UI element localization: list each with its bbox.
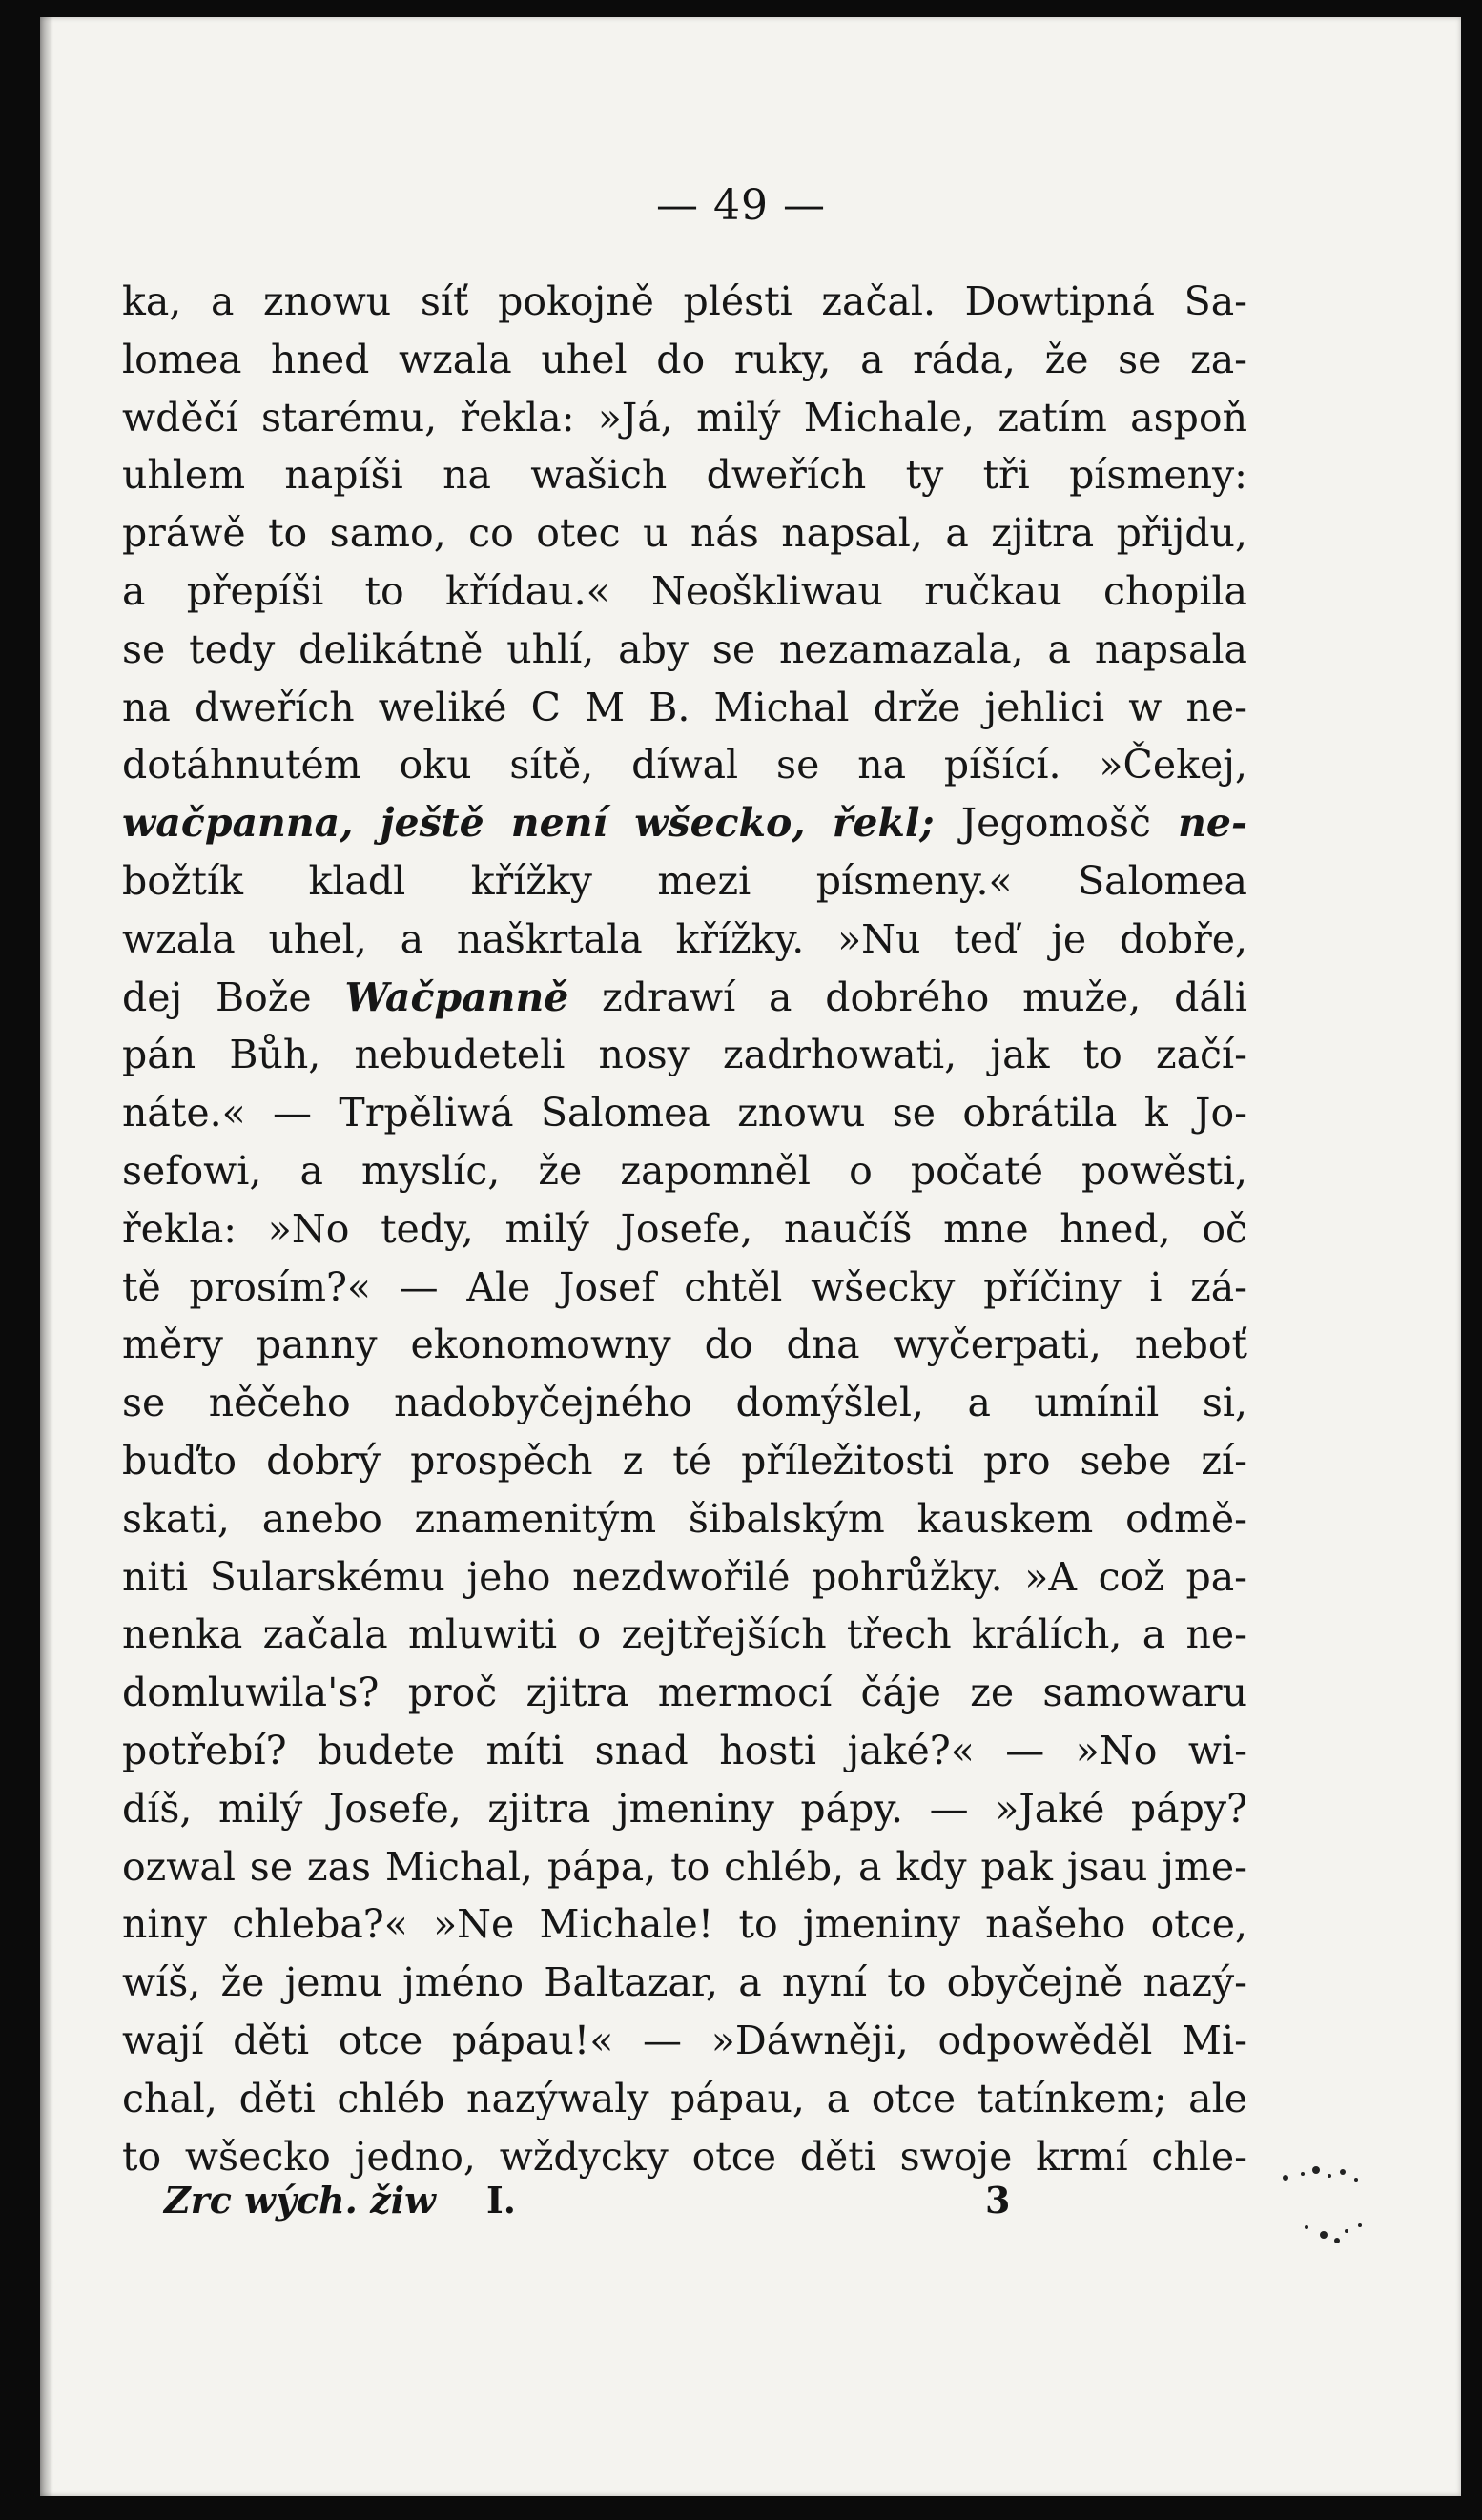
text-line: domluwila's? proč zjitra mermocí čáje ze samowaru bbox=[122, 1670, 1247, 1716]
text-line: práwě to samo, co otec u nás napsal, a zjitra přijdu, bbox=[122, 510, 1247, 557]
text-line: buďto dobrý prospěch z té příležitosti pro sebe zí- bbox=[122, 1437, 1247, 1484]
text-line: božtík kladl křížky mezi písmeny.« Salomea bbox=[122, 857, 1247, 904]
text-line: ka, a znowu síť pokojně plésti začal. Dowtipná Sa- bbox=[122, 278, 1247, 324]
text-line: se tedy delikátně uhlí, aby se nezamazala, a napsala bbox=[122, 625, 1247, 672]
text-line: dej Bože Wačpanně zdrawí a dobrého muže, dáli bbox=[122, 973, 1247, 1020]
body-text bbox=[122, 273, 1247, 2185]
ink-specks-decoration bbox=[1259, 2136, 1411, 2269]
page-number: — 49 — bbox=[656, 181, 826, 230]
text-line: wděčí starému, řekla: »Já, milý Michale, zatím aspoň bbox=[122, 394, 1247, 440]
volume-mark: I. bbox=[486, 2179, 517, 2222]
text-line: na dweřích weliké C M B. Michal drže jehlici w ne- bbox=[122, 684, 1247, 730]
text-line: náte.« — Trpěliwá Salomea znowu se obrátila k Jo- bbox=[122, 1090, 1247, 1137]
sheet-number: 3 bbox=[985, 2179, 1011, 2222]
text-line: dotáhnutém oku sítě, díwal se na píšící. »Čekej, bbox=[122, 742, 1247, 789]
text-line: niti Sularskému jeho nezdwořilé pohrůžky. »A což pa- bbox=[122, 1553, 1247, 1600]
text-line: díš, milý Josefe, zjitra jmeniny pápy. — »Jaké pápy? bbox=[122, 1785, 1247, 1832]
text-line: potřebí? budete míti snad hosti jaké?« — »No wi- bbox=[122, 1727, 1247, 1773]
page-footer bbox=[122, 2174, 1247, 2227]
text-line: řekla: »No tedy, milý Josefe, naučíš mne hned, oč bbox=[122, 1205, 1247, 1252]
text-line: pán Bůh, nebudeteli nosy zadrhowati, jak to začí- bbox=[122, 1032, 1247, 1078]
binding-shadow bbox=[40, 17, 53, 2496]
text-line: to wšecko jedno, wždycky otce děti swoje krmí chle- bbox=[122, 2133, 1247, 2180]
text-line: sefowi, a myslíc, že zapomněl o počaté powěsti, bbox=[122, 1147, 1247, 1194]
text-line: wzala uhel, a naškrtala křížky. »Nu teď je dobře, bbox=[122, 915, 1247, 962]
text-line: niny chleba?« »Ne Michale! to jmeniny našeho otce, bbox=[122, 1901, 1247, 1948]
signature-mark: Zrc wých. žiw bbox=[164, 2179, 436, 2222]
text-line: lomea hned wzala uhel do ruky, a ráda, že se za- bbox=[122, 336, 1247, 382]
text-line: se něčeho nadobyčejného domýšlel, a umínil si, bbox=[122, 1380, 1247, 1426]
text-line: wíš, že jemu jméno Baltazar, a nyní to obyčejně nazý- bbox=[122, 1959, 1247, 2006]
text-line: ozwal se zas Michal, pápa, to chléb, a kdy pak jsau jme- bbox=[122, 1843, 1247, 1890]
text-line: tě prosím?« — Ale Josef chtěl wšecky příčiny i zá- bbox=[122, 1263, 1247, 1310]
text-line: wačpanna, ještě není wšecko, řekl; Jegomošč ne- bbox=[122, 800, 1247, 847]
text-line: wají děti otce pápau!« — »Dáwněji, odpowěděl Mi- bbox=[122, 2017, 1247, 2063]
text-line: skati, anebo znamenitým šibalským kauskem odmě- bbox=[122, 1495, 1247, 1542]
text-line: a přepíši to křídau.« Neoškliwau ručkau chopila bbox=[122, 567, 1247, 614]
text-line: uhlem napíši na wašich dweřích ty tři písmeny: bbox=[122, 452, 1247, 499]
text-line: měry panny ekonomowny do dna wyčerpati, neboť bbox=[122, 1321, 1247, 1368]
text-line: chal, děti chléb nazýwaly pápau, a otce tatínkem; ale bbox=[122, 2075, 1247, 2121]
text-line: nenka začala mluwiti o zejtřejších třech králích, a ne- bbox=[122, 1611, 1247, 1658]
